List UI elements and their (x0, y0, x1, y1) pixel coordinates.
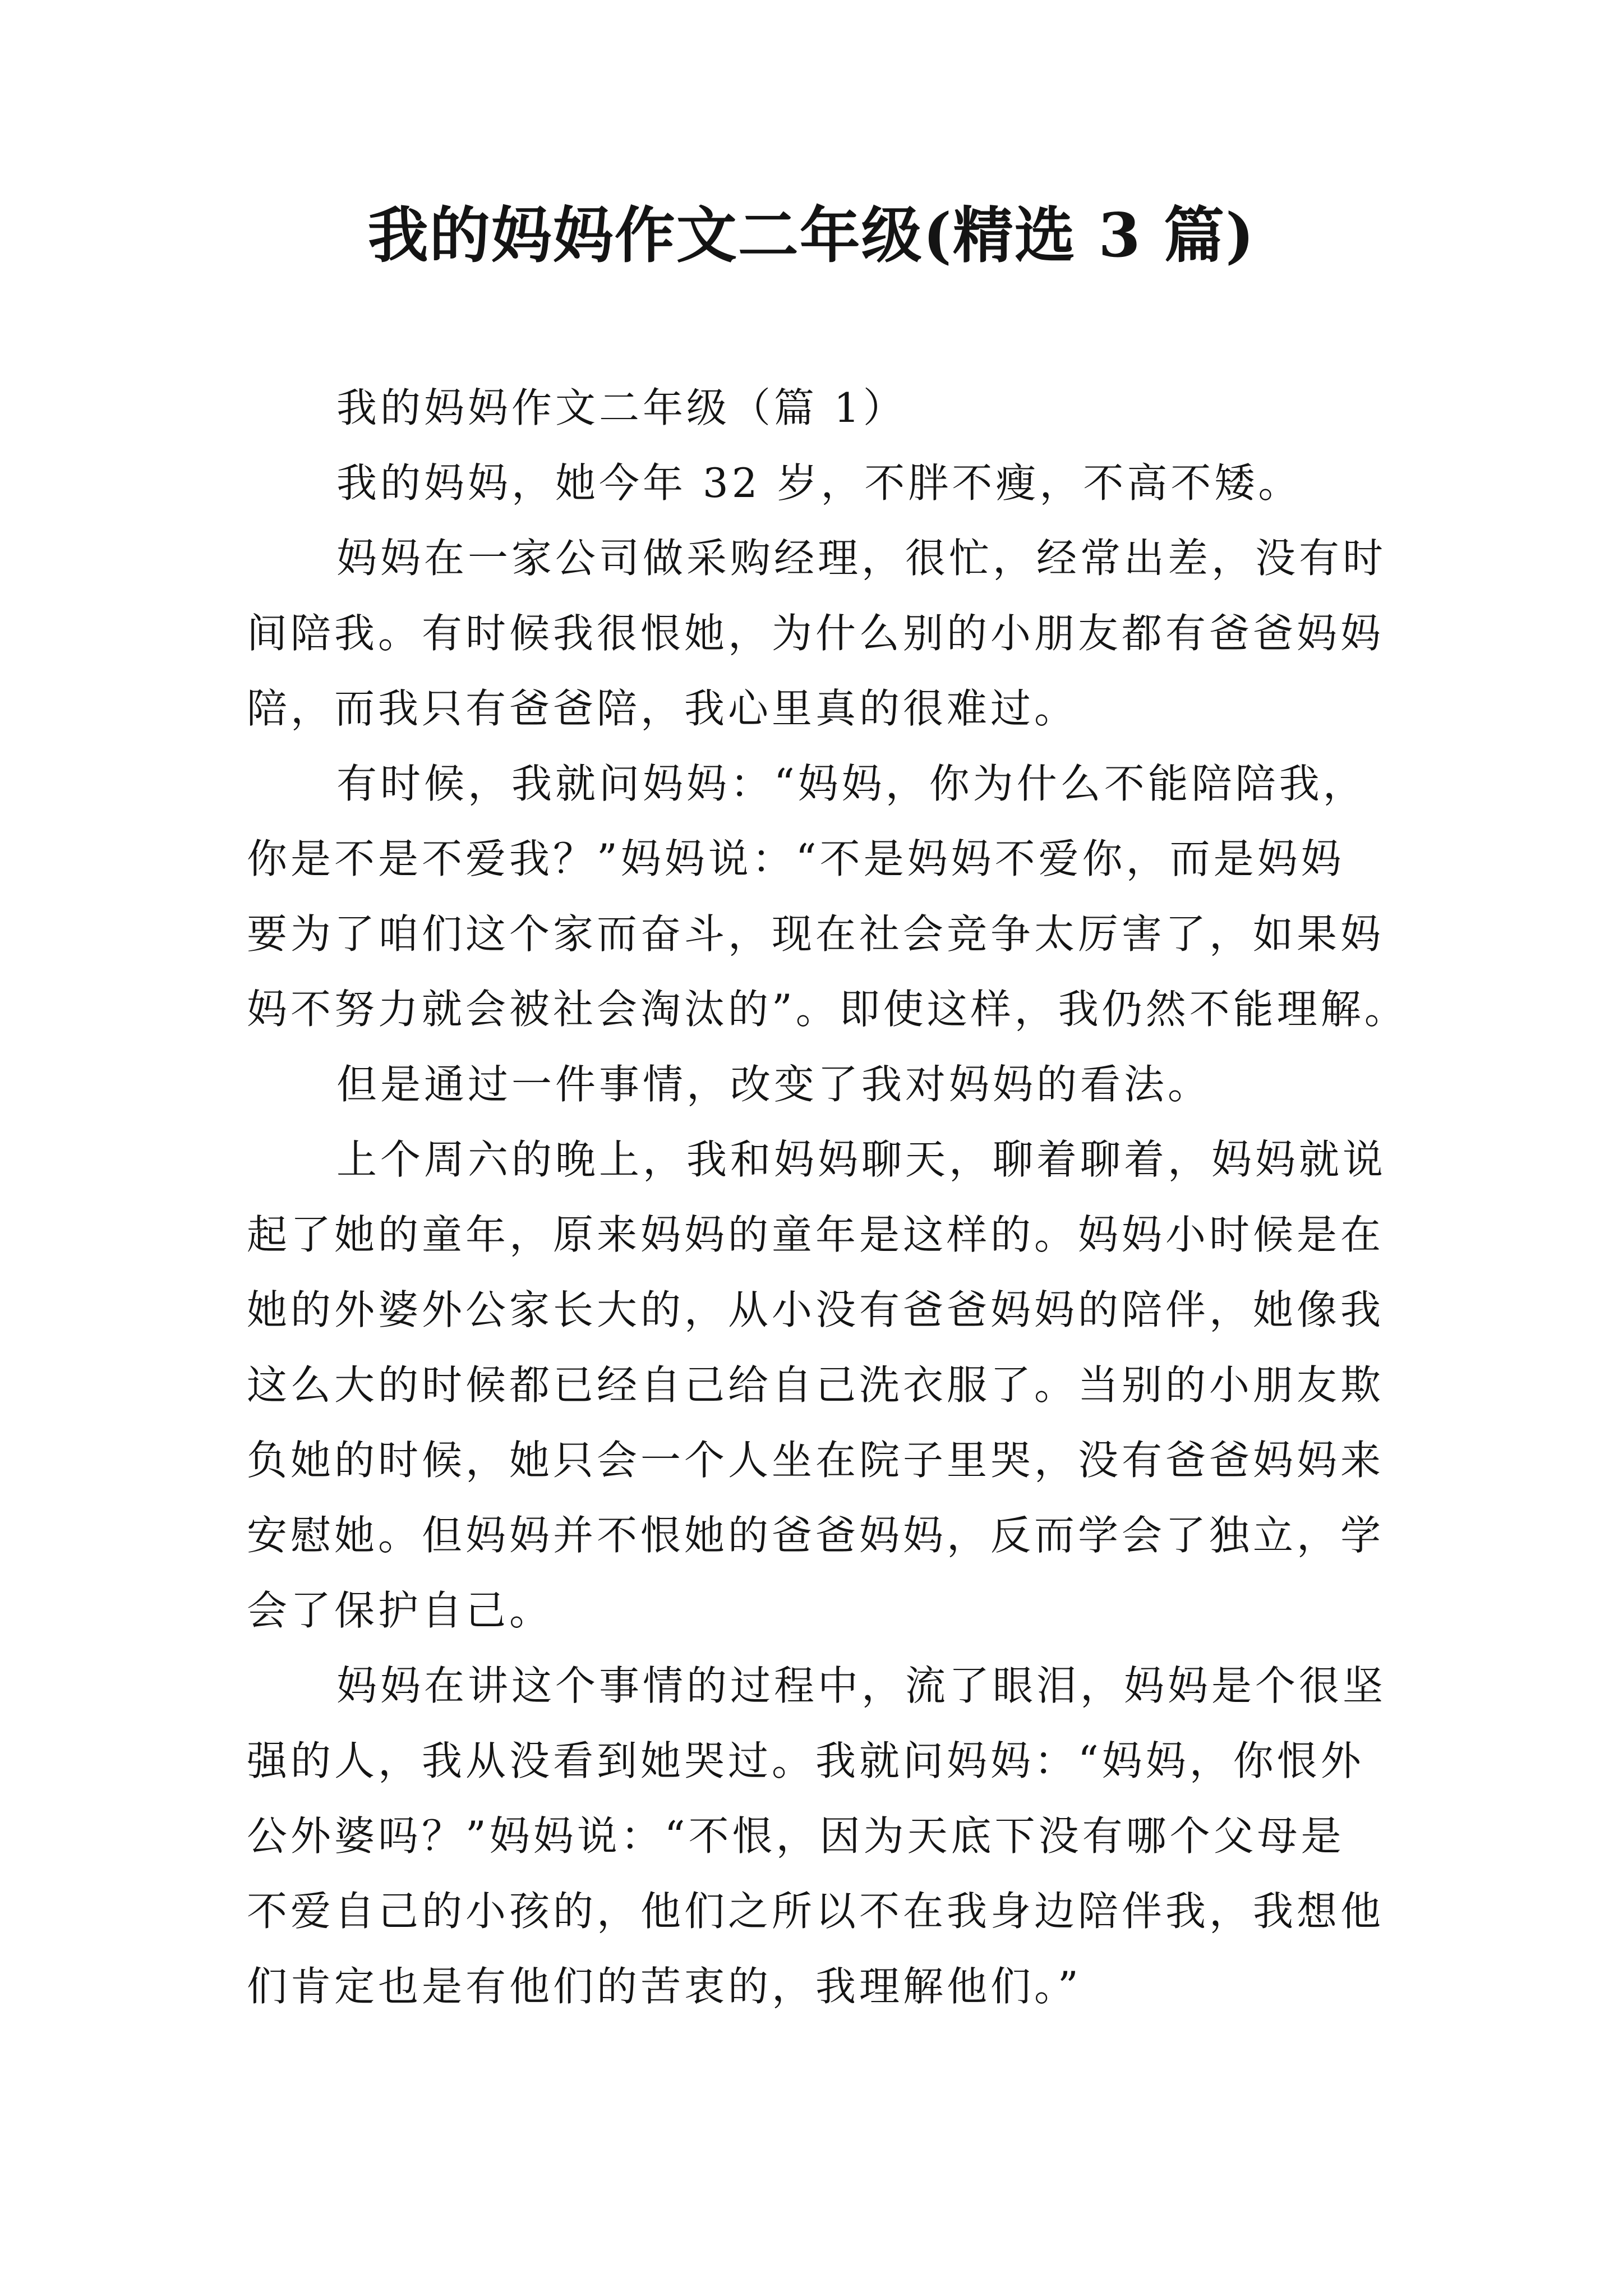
paragraph-line: 我的妈妈，她今年 32 岁，不胖不瘦，不高不矮。 (336, 459, 1302, 507)
paragraph-line: 公外婆吗？”妈妈说：“不恨，因为天底下没有哪个父母是 (247, 1812, 1345, 1860)
paragraph-line: 妈不努力就会被社会淘汰的”。即使这样，我仍然不能理解。 (247, 986, 1408, 1033)
paragraph-line: 妈妈在讲这个事情的过程中，流了眼泪，妈妈是个很坚 (336, 1662, 1387, 1709)
paragraph-line: 这么大的时候都已经自己给自己洗衣服了。当别的小朋友欺 (247, 1361, 1385, 1409)
document-body (247, 370, 1408, 2024)
paragraph-line: 她的外婆外公家长大的，从小没有爸爸妈妈的陪伴，她像我 (247, 1286, 1385, 1333)
paragraph-line: 们肯定也是有他们的苦衷的，我理解他们。” (247, 1963, 1082, 2010)
paragraph-line: 妈妈在一家公司做采购经理，很忙，经常出差，没有时 (336, 535, 1387, 582)
paragraph-line: 有时候，我就问妈妈：“妈妈，你为什么不能陪陪我， (336, 760, 1367, 807)
paragraph-line: 上个周六的晚上，我和妈妈聊天，聊着聊着，妈妈就说 (336, 1136, 1387, 1183)
paragraph-line: 会了保护自己。 (247, 1587, 554, 1634)
section-heading: 我的妈妈作文二年级（篇 1） (336, 384, 907, 431)
paragraph-line: 负她的时候，她只会一个人坐在院子里哭，没有爸爸妈妈来 (247, 1437, 1385, 1484)
paragraph-line: 你是不是不爱我？”妈妈说：“不是妈妈不爱你，而是妈妈 (247, 835, 1345, 882)
paragraph-line: 强的人，我从没看到她哭过。我就问妈妈：“妈妈，你恨外 (247, 1737, 1364, 1784)
paragraph-line: 不爱自己的小孩的，他们之所以不在我身边陪伴我，我想他 (247, 1888, 1385, 1935)
paragraph-line: 安慰她。但妈妈并不恨她的爸爸妈妈，反而学会了独立，学 (247, 1512, 1385, 1559)
document-title: 我的妈妈作文二年级(精选 3 篇) (367, 200, 1256, 271)
paragraph-line: 陪，而我只有爸爸陪，我心里真的很难过。 (247, 685, 1078, 732)
paragraph-line: 起了她的童年，原来妈妈的童年是这样的。妈妈小时候是在 (247, 1211, 1385, 1258)
paragraph-line: 间陪我。有时候我很恨她，为什么别的小朋友都有爸爸妈妈 (247, 610, 1385, 657)
paragraph-line: 要为了咱们这个家而奋斗，现在社会竞争太厉害了，如果妈 (247, 910, 1385, 958)
paragraph-line: 但是通过一件事情，改变了我对妈妈的看法。 (336, 1061, 1212, 1108)
